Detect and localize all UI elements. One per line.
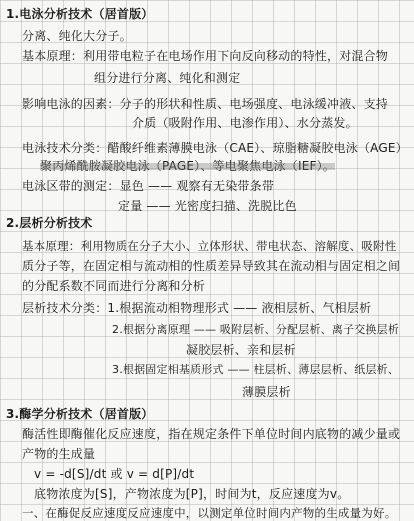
note-line: 3.根据固定相基质形式 —— 柱层析、薄层层析、纸层析、 bbox=[112, 363, 400, 376]
formula-line: v = -d[S]/dt 或 v = d[P]/dt bbox=[34, 467, 195, 481]
note-line: 介质（吸附作用、电渗作用）、水分蒸发。 bbox=[132, 116, 358, 130]
note-line: 2.根据分离原理 —— 吸附层析、分配层析、离子交换层析 bbox=[112, 323, 400, 336]
note-line: 影响电泳的因素：分子的形状和性质、电场强度、电泳缓冲液、支持 bbox=[22, 97, 389, 111]
note-line: 定量 —— 光密度扫描、洗脱比色 bbox=[118, 199, 297, 213]
note-line: 分离、纯化大分子。 bbox=[22, 29, 132, 43]
note-line: 一、在酶促反应速度反应速度中，以测定单位时间内产物的生成量为好。 bbox=[22, 506, 397, 520]
note-line: 底物浓度为[S]，产物浓度为[P]，时间为t，反应速度为v。 bbox=[34, 487, 350, 501]
note-line: 电泳技术分类：醋酸纤维素薄膜电泳（CAE）、琼脂糖凝胶电泳（AGE） bbox=[22, 141, 408, 155]
note-line: 组分进行分离、纯化和测定 bbox=[94, 71, 241, 85]
section-3-heading: 3.酶学分析技术（居首版） bbox=[6, 407, 154, 421]
note-line: 的分配系数不同而进行分离和分析 bbox=[22, 279, 206, 293]
note-line: 产物的生成量 bbox=[22, 447, 96, 461]
note-line: 凝胶层析、亲和层析 bbox=[186, 343, 296, 357]
note-line: 基本原理：利用带电粒子在电场作用下向反向移动的特性，对混合物 bbox=[22, 49, 389, 63]
note-line: 基本原理：利用物质在分子大小、立体形状、带电状态、溶解度、吸附性 bbox=[22, 239, 397, 253]
note-line: 电泳区带的测定：显色 —— 观察有无染带条带 bbox=[22, 179, 275, 193]
section-2-heading: 2.层析分析技术 bbox=[6, 216, 93, 230]
note-line: 聚丙烯酰胺凝胶电泳（PAGE）、等电聚焦电泳（IEF）。 bbox=[40, 159, 335, 173]
note-line: 层析技术分类：1.根据流动相物理形式 —— 液相层析、气相层析 bbox=[22, 301, 372, 315]
note-line: 酶活性即酶催化反应速度，指在规定条件下单位时间内底物的减少量或 bbox=[22, 427, 401, 441]
section-1-heading: 1.电泳分析技术（居首版） bbox=[6, 7, 154, 21]
note-line: 质分子等，在固定相与流动相的性质差异导致其在流动相与固定相之间 bbox=[22, 259, 401, 273]
note-line: 薄膜层析 bbox=[242, 385, 291, 399]
